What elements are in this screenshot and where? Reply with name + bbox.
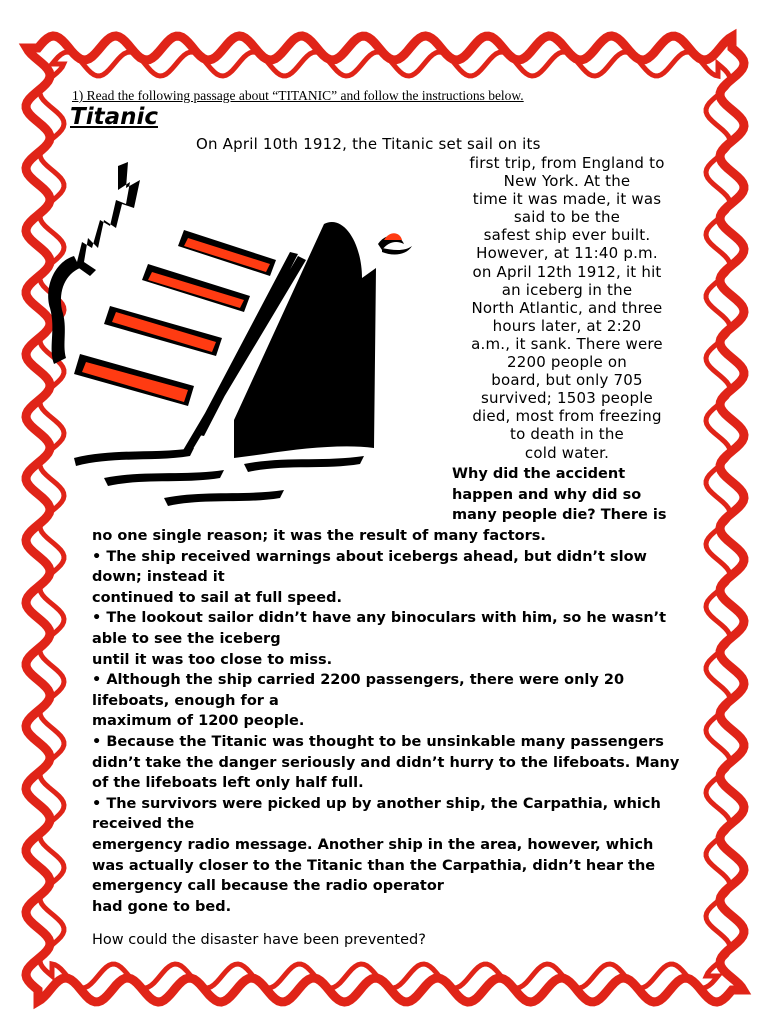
body-line: was actually closer to the Titanic than the Carpathia, didn’t hear the [92,857,656,874]
body-line: emergency radio message. Another ship in the area, however, which [92,836,654,853]
intro-line: an iceberg in the [501,280,633,299]
why-question-block [452,464,666,526]
intro-line: on April 12th 1912, it hit [472,262,662,281]
sinking-ship-illustration [44,158,434,518]
bullet-line: • Because the Titanic was thought to be unsinkable many passengers [92,733,664,750]
intro-paragraph [452,154,682,462]
body-line: lifeboats, enough for a [92,692,279,709]
factors-paragraph [92,526,692,917]
body-line: continued to sail at full speed. [92,589,342,606]
bullet-line: • The survivors were picked up by another ship, the Carpathia, which [92,795,661,812]
intro-line: 2200 people on [506,353,628,372]
body-line: until it was too close to miss. [92,651,333,668]
flag-accent [384,233,402,240]
intro-line: cold water. [524,443,610,462]
why-line: Why did the accident [452,466,626,482]
prevention-question: How could the disaster have been prevented? [92,932,426,948]
intro-line: a.m., it sank. There were [471,334,663,353]
instructions-text: 1) Read the following passage about “TITANIC” and follow the instructions below. [72,88,524,103]
intro-line: time it was made, it was [472,190,662,209]
bullet-line: • Although the ship carried 2200 passengers, there were only 20 [92,672,625,689]
body-line: maximum of 1200 people. [92,713,305,730]
intro-line: first trip, from England to [469,154,665,172]
intro-line: North Atlantic, and three [471,298,663,317]
bullet-line: • The ship received warnings about icebergs ahead, but didn’t slow [92,548,647,565]
intro-line: safest ship ever built. [483,226,651,245]
water-waves [74,448,364,506]
intro-first-line: On April 10th 1912, the Titanic set sail on its [196,135,541,153]
body-line: down; instead it [92,569,225,586]
intro-line: died, most from freezing [472,407,662,426]
intro-line: said to be the [513,208,621,227]
why-line: many people die? There is [452,507,667,524]
body-line: had gone to bed. [92,898,232,915]
smoke-icon [48,256,80,364]
why-line: happen and why did so [452,486,642,503]
body-line: didn’t take the danger seriously and didn’t hurry to the lifeboats. Many [92,754,680,771]
intro-line: to death in the [510,425,624,444]
intro-line: board, but only 705 [491,371,643,390]
intro-line: New York. At the [503,172,631,191]
body-line: of the lifeboats left only half full. [92,775,364,792]
bullet-line: • The lookout sailor didn’t have any binoculars with him, so he wasn’t [92,610,667,627]
page-title: Titanic [70,104,158,130]
body-line: received the [92,816,195,833]
body-line: emergency call because the radio operator [92,878,444,895]
intro-line: survived; 1503 people [481,389,653,408]
smoke-icon [76,162,140,276]
intro-line: hours later, at 2:20 [492,316,642,335]
ship-funnels [74,230,276,406]
body-line: able to see the iceberg [92,630,281,647]
intro-line: However, at 11:40 p.m. [476,244,658,263]
body-line: no one single reason; it was the result of many factors. [92,528,546,544]
